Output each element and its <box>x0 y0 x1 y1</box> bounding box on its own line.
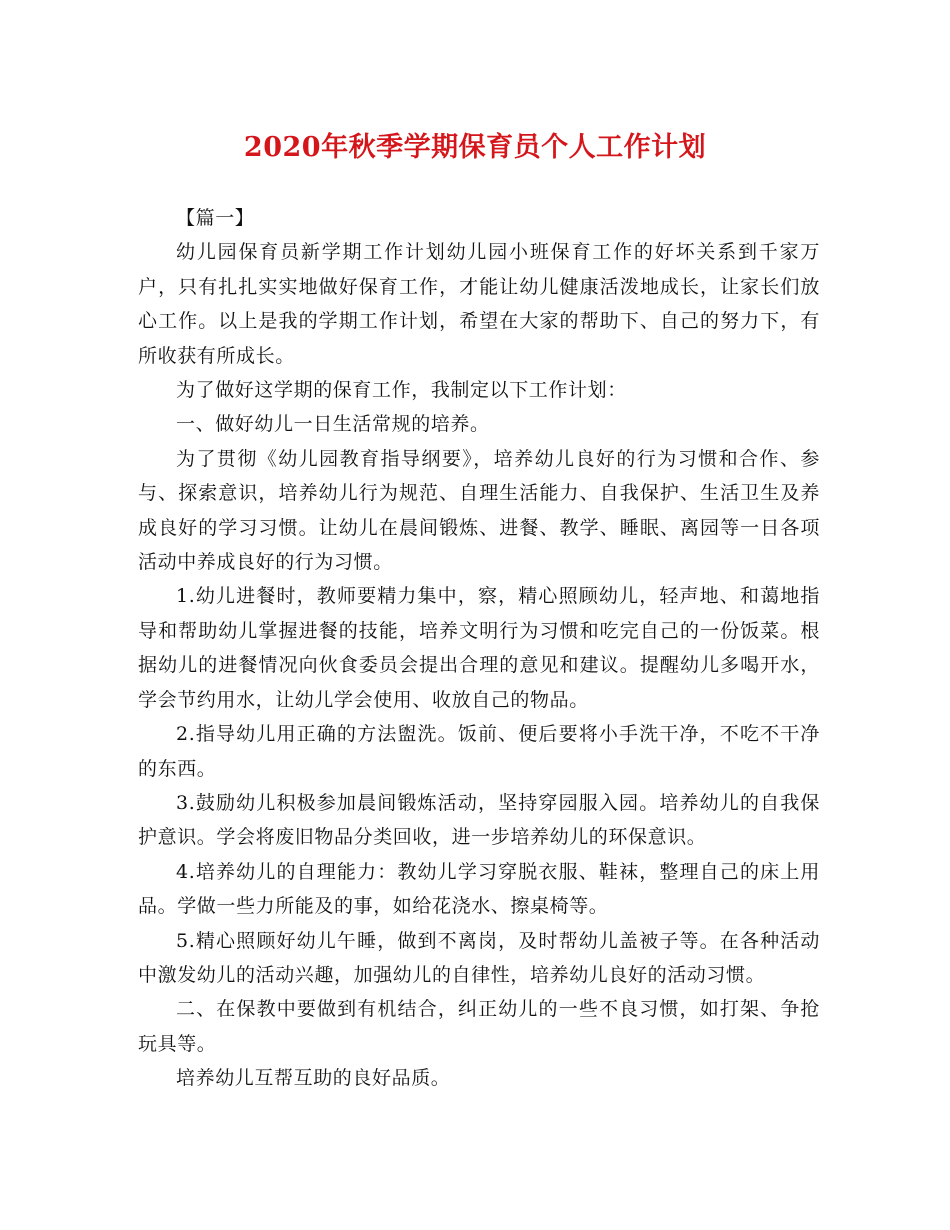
paragraph: 1.幼儿进餐时，教师要精力集中，察，精心照顾幼儿，轻声地、和蔼地指导和帮助幼儿掌握进餐的技能，培养文明行为习惯和吃完自己的一份饭菜。根据幼儿的进餐情况向伙食委员会提出合理的意见和建议。提醒幼儿多喝开水，学会节约用水，让幼儿学会使用、收放自己的物品。 <box>138 585 820 711</box>
paragraph: 二、在保教中要做到有机结合，纠正幼儿的一些不良习惯，如打架、争抢玩具等。 <box>138 998 820 1055</box>
paragraph: 为了做好这学期的保育工作，我制定以下工作计划： <box>176 379 627 402</box>
section-heading: 【篇一】 <box>176 207 255 229</box>
paragraph: 3.鼓励幼儿积极参加晨间锻炼活动，坚持穿园服入园。培养幼儿的自我保护意识。学会将废旧物品分类回收，进一步培养幼儿的环保意识。 <box>138 791 820 849</box>
document-body <box>138 201 820 1096</box>
paragraph: 5.精心照顾好幼儿午睡，做到不离岗，及时帮幼儿盖被子等。在各种活动中激发幼儿的活动兴趣，加强幼儿的自律性，培养幼儿良好的活动习惯。 <box>138 929 820 986</box>
paragraph: 一、做好幼儿一日生活常规的培养。 <box>176 413 490 436</box>
paragraph: 培养幼儿互帮互助的良好品质。 <box>176 1067 451 1090</box>
paragraph: 2.指导幼儿用正确的方法盥洗。饭前、便后要将小手洗干净，不吃不干净的东西。 <box>138 723 820 780</box>
document-title: 2020年秋季学期保育员个人工作计划 <box>243 132 707 163</box>
paragraph: 幼儿园保育员新学期工作计划幼儿园小班保育工作的好坏关系到千家万户，只有扎扎实实地做好保育工作，才能让幼儿健康活泼地成长，让家长们放心工作。以上是我的学期工作计划，希望在大家的帮助下、自己的努力下，有所收获有所成长。 <box>138 241 820 367</box>
paragraph: 为了贯彻《幼儿园教育指导纲要》，培养幼儿良好的行为习惯和合作、参与、探索意识，培养幼儿行为规范、自理生活能力、自我保护、生活卫生及养成良好的学习习惯。让幼儿在晨间锻炼、进餐、教学、睡眠、离园等一日各项活动中养成良好的行为习惯。 <box>138 447 820 574</box>
paragraph: 4.培养幼儿的自理能力：教幼儿学习穿脱衣服、鞋袜，整理自己的床上用品。学做一些力所能及的事，如给花浇水、擦桌椅等。 <box>138 860 820 918</box>
